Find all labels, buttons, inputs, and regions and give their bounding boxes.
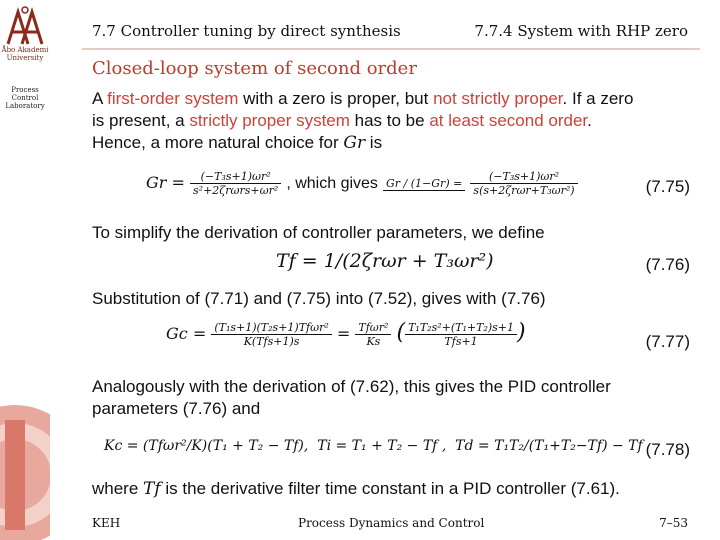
equation-7-75: Gr = $\frac{\text{(−T₃s+1)ωr²}}{\text{s²+2ζrωrs+ωr²}}$ , which gives Gr / (1−Gr) = $\frac{\text{(−T₃s+1)ωr²}}{\text{s(s+2ζrωr+T₃ωr²)}}$ [146,170,578,197]
equation-7-78: Kc = (Tfωr²/K)(T₁ + T₂ − Tf), Ti = T₁ + T₂ − Tf , Td = T₁T₂/(T₁+T₂−Tf) − Tf [104,438,643,454]
header-section: 7.7 Controller tuning by direct synthesis [92,22,401,40]
header-subsection: 7.7.4 System with RHP zero [474,22,688,40]
equation-7-77: Gc = $\frac{\text{(T₁s+1)(T₂s+1)Tfωr²}}{\text{K(Tfs+1)s}}$ = $\frac{\text{Tfωr²}}{Ks}$ ( $\frac{\text{T₁T₂s²+(T₁+T₂)s+1}}{\text{Tfs+1}}$ ) [166,320,526,348]
paragraph-5: where Tf is the derivative filter time constant in a PID controller (7.61). [92,479,620,499]
university-name: Åbo Akademi University [1,46,49,62]
slide-title: Closed-loop system of second order [92,58,417,79]
paragraph-3: Substitution of (7.71) and (7.75) into (7.52), gives with (7.76) [92,289,546,308]
university-logo-icon [4,6,46,46]
footer-course: Process Dynamics and Control [298,516,485,530]
paragraph-1: A first-order system with a zero is proper, but not strictly proper. If a zero is present, a strictly proper system has to be at least second order. Hence, a more natural choice for Gr is [92,89,634,153]
sidebar [0,0,50,540]
seal-watermark-icon [0,380,50,540]
footer-author: KEH [92,516,121,530]
equation-label-7-75: (7.75) [645,177,690,196]
paragraph-2: To simplify the derivation of controller parameters, we define [92,223,545,242]
equation-label-7-76: (7.76) [645,255,690,274]
lab-name: Process Control Laboratory [5,86,45,110]
paragraph-4: Analogously with the derivation of (7.62), this gives the PID controller parameters (7.76) and [92,377,611,418]
equation-7-76: Tf = 1/(2ζrωr + T₃ωr²) [276,250,494,272]
equation-label-7-78: (7.78) [645,440,690,459]
equation-label-7-77: (7.77) [645,332,690,351]
header-divider [82,48,700,50]
footer-page-number: 7–53 [659,516,688,530]
